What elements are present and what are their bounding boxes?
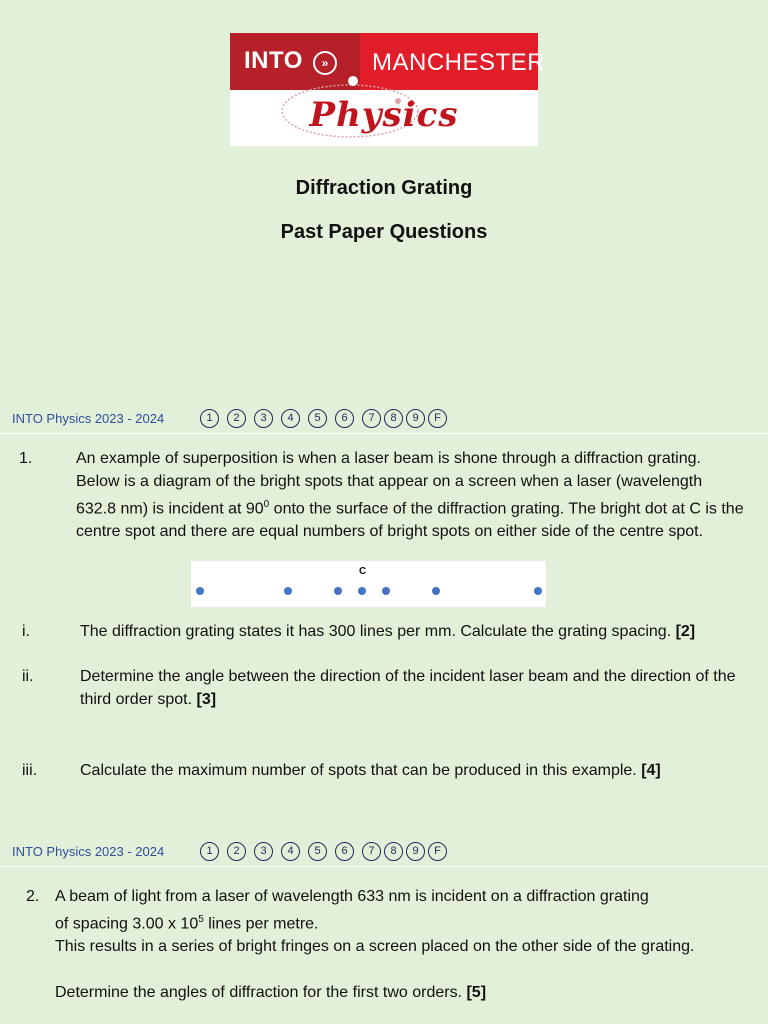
spot bbox=[196, 587, 204, 595]
part-i-marks: [2] bbox=[675, 623, 696, 640]
nav-question-4[interactable]: 4 bbox=[281, 842, 300, 861]
spot bbox=[284, 587, 292, 595]
section-nav-bar bbox=[0, 407, 768, 433]
question-1-text-a: An example of superposition is when a laser beam is shone through a diffraction grating. Below is a diagram of the bright spots that appear on a screen when a laser (wavelength 632.8 nm) is incident at 90 bbox=[76, 450, 703, 518]
part-iii-question: Calculate the maximum number of spots that can be produced in this example. bbox=[80, 762, 642, 779]
nav-question-1[interactable]: 1 bbox=[200, 842, 219, 861]
part-iii-number: iii. bbox=[22, 762, 38, 779]
question-2-line-1: A beam of light from a laser of wavelength 633 nm is incident on a diffraction grating bbox=[55, 888, 649, 905]
footer-label: INTO Physics 2023 - 2024 bbox=[12, 844, 165, 859]
diffraction-spots-diagram bbox=[191, 561, 546, 607]
question-nav bbox=[200, 842, 455, 861]
part-ii-marks: [3] bbox=[196, 691, 217, 708]
nav-question-8[interactable]: 8 bbox=[384, 409, 403, 428]
part-i-question: The diffraction grating states it has 300 lines per mm. Calculate the grating spacing. bbox=[80, 623, 676, 640]
nav-question-3[interactable]: 3 bbox=[254, 842, 273, 861]
spot bbox=[382, 587, 390, 595]
nav-final[interactable]: F bbox=[428, 409, 447, 428]
part-ii-number: ii. bbox=[22, 668, 34, 685]
divider bbox=[0, 433, 768, 434]
spot bbox=[432, 587, 440, 595]
nav-question-9[interactable]: 9 bbox=[406, 409, 425, 428]
question-2-marks: [5] bbox=[466, 984, 487, 1002]
nav-question-6[interactable]: 6 bbox=[335, 842, 354, 861]
question-2-number: 2. bbox=[26, 888, 40, 905]
divider bbox=[0, 866, 768, 867]
nav-question-4[interactable]: 4 bbox=[281, 409, 300, 428]
question-2-line-3: This results in a series of bright fringes on a screen placed on the other side of the grating. bbox=[55, 938, 695, 956]
into-manchester-logo bbox=[230, 33, 546, 146]
question-2-line-2-a: of spacing 3.00 x 10 bbox=[55, 915, 199, 933]
nav-question-5[interactable]: 5 bbox=[308, 842, 327, 861]
chevron-icon: » bbox=[313, 51, 337, 75]
question-1-text-b: onto the surface of the diffraction grating. The bright dot at C is the centre spot and there are equal numbers of bright spots on either side of the centre spot. bbox=[76, 500, 744, 541]
nav-question-2[interactable]: 2 bbox=[227, 409, 246, 428]
part-iii-text bbox=[80, 759, 760, 782]
nav-question-5[interactable]: 5 bbox=[308, 409, 327, 428]
degree-superscript: 0 bbox=[263, 499, 270, 510]
part-i-text bbox=[80, 620, 760, 643]
nav-question-9[interactable]: 9 bbox=[406, 842, 425, 861]
centre-spot bbox=[358, 587, 366, 595]
question-1-text bbox=[76, 447, 746, 543]
spot bbox=[534, 587, 542, 595]
part-iii-marks: [4] bbox=[641, 762, 661, 779]
part-ii-question: Determine the angle between the direction of the incident laser beam and the direction of the third order spot. bbox=[80, 668, 736, 708]
footer-label: INTO Physics 2023 - 2024 bbox=[12, 411, 165, 426]
logo-manchester-text: MANCHESTER bbox=[372, 49, 546, 76]
logo-into-text: INTO bbox=[244, 47, 303, 74]
part-i-number: i. bbox=[22, 623, 30, 640]
nav-question-2[interactable]: 2 bbox=[227, 842, 246, 861]
page-title: Diffraction Grating bbox=[295, 177, 473, 199]
question-2-text bbox=[55, 885, 745, 1004]
nav-final[interactable]: F bbox=[428, 842, 447, 861]
part-ii-text bbox=[80, 665, 768, 711]
nav-question-1[interactable]: 1 bbox=[200, 409, 219, 428]
question-2-prompt: Determine the angles of diffraction for the first two orders. bbox=[55, 984, 463, 1002]
question-1-number: 1. bbox=[19, 450, 33, 467]
exponent-superscript: 5 bbox=[198, 914, 204, 925]
nav-question-7[interactable]: 7 bbox=[362, 409, 381, 428]
question-2-line-4 bbox=[55, 981, 745, 1004]
question-2-line-2-b: lines per metre. bbox=[203, 915, 319, 933]
section-nav-bar bbox=[0, 840, 768, 866]
spot bbox=[334, 587, 342, 595]
centre-spot-label: C bbox=[359, 566, 367, 577]
question-2-line-2 bbox=[55, 908, 745, 935]
question-nav bbox=[200, 409, 455, 428]
nav-question-6[interactable]: 6 bbox=[335, 409, 354, 428]
logo-physics-text: Physics bbox=[309, 95, 459, 135]
nav-question-3[interactable]: 3 bbox=[254, 409, 273, 428]
page-subtitle: Past Paper Questions bbox=[280, 221, 488, 243]
nav-question-8[interactable]: 8 bbox=[384, 842, 403, 861]
nav-question-7[interactable]: 7 bbox=[362, 842, 381, 861]
